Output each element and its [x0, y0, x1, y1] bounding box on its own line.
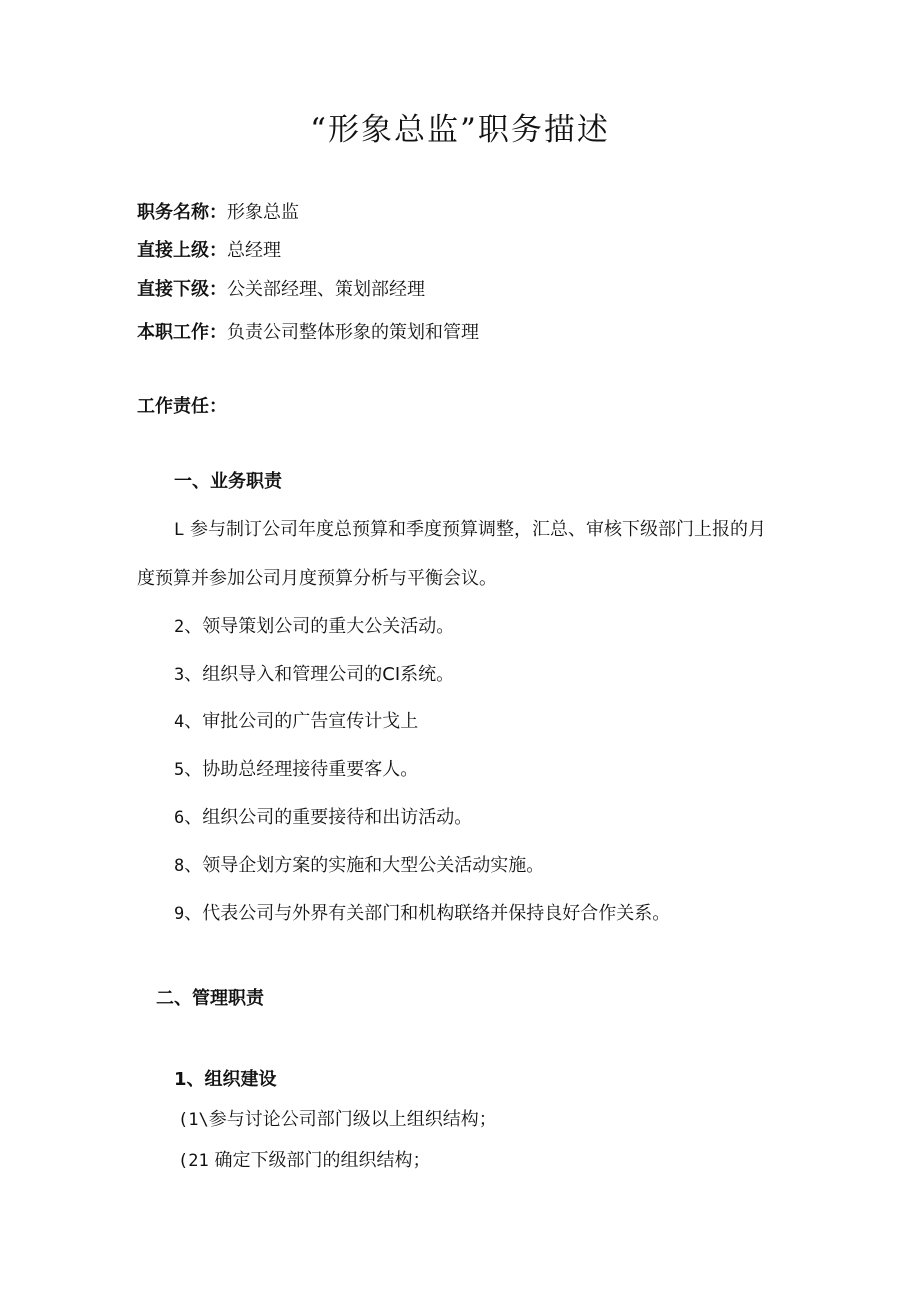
list-item: 4、审批公司的广告宣传计戈上: [174, 711, 419, 732]
list-item: 2、领导策划公司的重大公关活动。: [174, 616, 455, 637]
job-name-label: 职务名称：: [137, 202, 227, 223]
list-item: (21 确定下级部门的组织结构；: [178, 1150, 431, 1171]
superior-value: 总经理: [227, 240, 281, 261]
list-item: 3、组织导入和管理公司的CI系统。: [174, 664, 455, 685]
section1-heading: 一、业务职责: [174, 471, 282, 492]
job-name-value: 形象总监: [227, 202, 299, 223]
subordinate-row: [137, 276, 425, 304]
subordinate-value: 公关部经理、策划部经理: [227, 279, 425, 300]
superior-row: [137, 237, 281, 265]
section2-subheading: 1、组织建设: [174, 1069, 277, 1090]
responsibilities-heading: 工作责任：: [137, 396, 227, 417]
page-title: “形象总监”职务描述: [310, 112, 610, 148]
job-name-row: [137, 199, 299, 227]
list-item: 6、组织公司的重要接待和出访活动。: [174, 807, 473, 828]
list-item: L 参与制订公司年度总预算和季度预算调整，汇总、审核下级部门上报的月: [174, 519, 766, 540]
duty-label: 本职工作：: [137, 322, 227, 343]
list-item: 5、协助总经理接待重要客人。: [174, 759, 419, 780]
list-item-continuation: 度预算并参加公司月度预算分析与平衡会议。: [137, 568, 497, 589]
list-item: 8、领导企划方案的实施和大型公关活动实施。: [174, 855, 545, 876]
list-item: (1\参与讨论公司部门级以上组织结构；: [178, 1109, 497, 1130]
list-item: 9、代表公司与外界有关部门和机构联络并保持良好合作关系。: [174, 903, 671, 924]
duty-row: [137, 319, 479, 347]
subordinate-label: 直接下级：: [137, 279, 227, 300]
duty-value: 负责公司整体形象的策划和管理: [227, 322, 479, 343]
section2-heading: 二、管理职责: [156, 988, 264, 1009]
superior-label: 直接上级：: [137, 240, 227, 261]
